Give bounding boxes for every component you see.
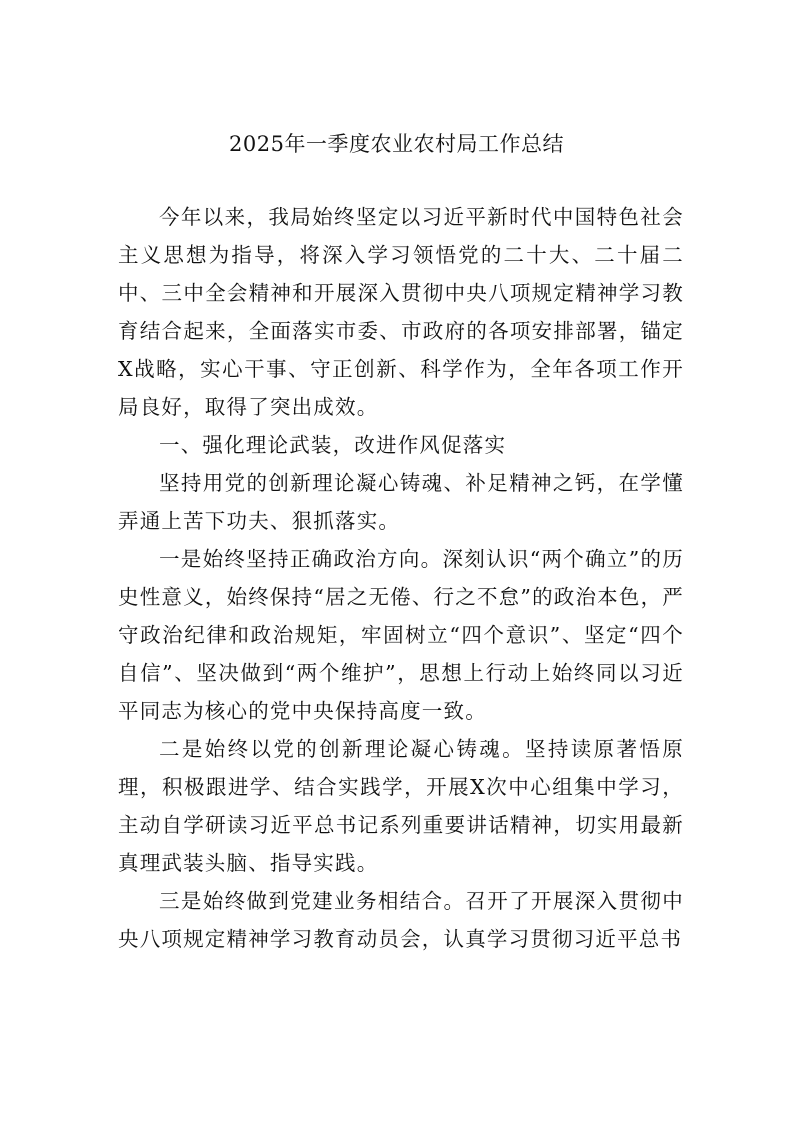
point-two-paragraph: 二是始终以党的创新理论凝心铸魂。坚持读原著悟原理，积极跟进学、结合实践学，开展X次中心组集中学习，主动自学研读习近平总书记系列重要讲话精神，切实用最新真理武装头脑、指导实践。 [118, 737, 684, 875]
point-three-paragraph: 三是始终做到党建业务相结合。召开了开展深入贯彻中央八项规定精神学习教育动员会，认真学习贯彻习近平总书 [118, 889, 684, 951]
section-summary-paragraph: 坚持用党的创新理论凝心铸魂、补足精神之钙，在学懂弄通上苦下功夫、狠抓落实。 [118, 471, 684, 533]
document-body [118, 198, 684, 958]
section-heading: 一、强化理论武装，改进作风促落实 [159, 433, 507, 457]
point-one-paragraph: 一是始终坚持正确政治方向。深刻认识“两个确立”的历史性意义，始终保持“居之无倦、行之不怠”的政治本色，严守政治纪律和政治规矩，牢固树立“四个意识”、坚定“四个自信”、坚决做到“两个维护”，思想上行动上始终同以习近平同志为核心的党中央保持高度一致。 [118, 547, 684, 723]
document-title: 2025年一季度农业农村局工作总结 [229, 132, 564, 156]
intro-paragraph: 今年以来，我局始终坚定以习近平新时代中国特色社会主义思想为指导，将深入学习领悟党的二十大、二十届二中、三中全会精神和开展深入贯彻中央八项规定精神学习教育结合起来，全面落实市委、市政府的各项安排部署，锚定X战略，实心干事、守正创新、科学作为，全年各项工作开局良好，取得了突出成效。 [118, 205, 684, 419]
